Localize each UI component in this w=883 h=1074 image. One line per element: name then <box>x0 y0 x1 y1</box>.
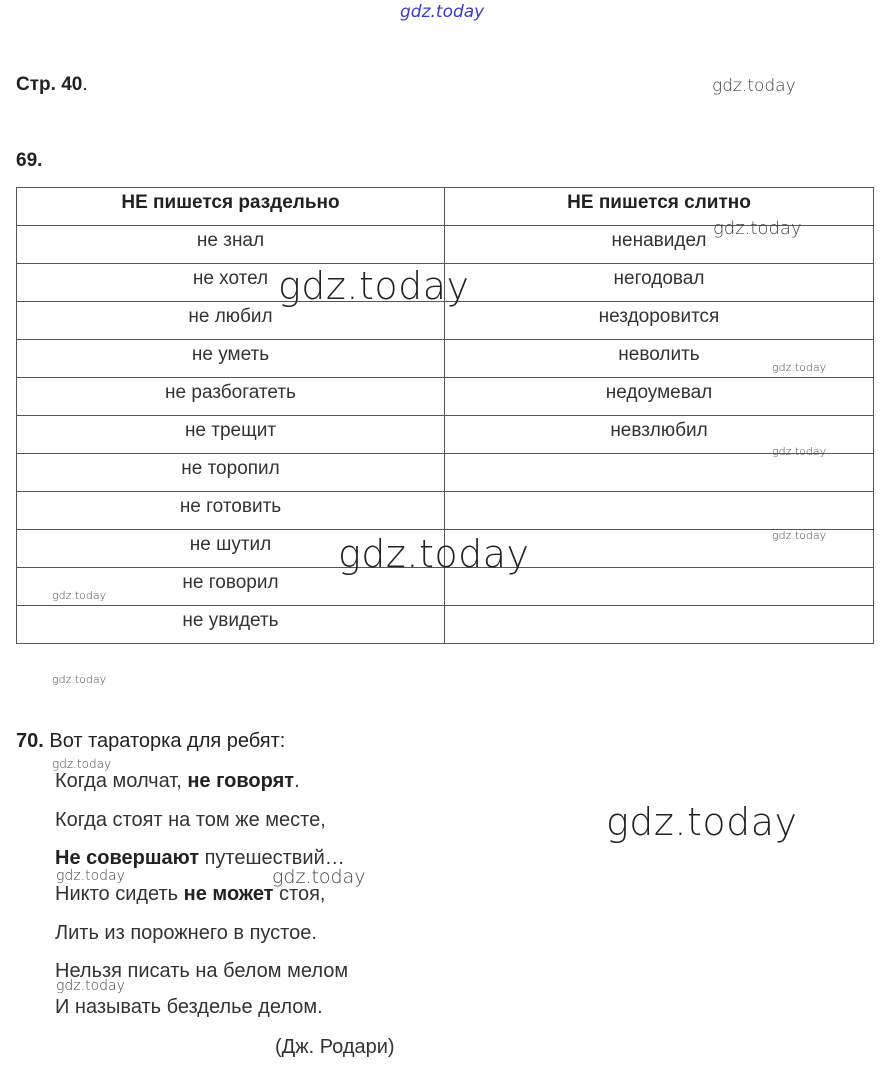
cell-separate: не говорил <box>17 568 445 606</box>
watermark: gdz.today <box>52 673 107 686</box>
watermark: gdz.today <box>52 757 112 771</box>
page-number-label: Стр. 40 <box>16 74 83 95</box>
watermark-top: gdz.today <box>400 2 485 22</box>
header-joined: НЕ пишется слитно <box>445 188 874 226</box>
cell-joined: нездоровится <box>445 302 874 340</box>
poem-text: Нельзя писать на белом мелом <box>55 960 349 982</box>
watermark: gdz.today <box>713 218 802 239</box>
table-row <box>17 454 874 492</box>
poem-line <box>55 920 348 959</box>
cell-joined: невзлюбил <box>445 416 874 454</box>
cell-separate: не торопил <box>17 454 445 492</box>
cell-separate: не любил <box>17 302 445 340</box>
poem-author: (Дж. Родари) <box>275 1036 395 1058</box>
watermark: gdz.today <box>772 445 827 458</box>
poem-text: И называть безделье делом. <box>55 996 323 1018</box>
table-row <box>17 492 874 530</box>
poem-line <box>55 807 348 846</box>
watermark: gdz.today <box>56 868 125 884</box>
cell-joined <box>445 606 874 644</box>
header-separate: НЕ пишется раздельно <box>17 188 445 226</box>
watermark: gdz.today <box>52 589 107 602</box>
watermark: gdz.today <box>712 76 796 96</box>
poem-line <box>55 994 348 1033</box>
exercise-70-intro: Вот тараторка для ребят: <box>49 730 286 752</box>
poem-emphasis: не может <box>183 883 274 905</box>
watermark: gdz.today <box>338 532 530 576</box>
poem-text: стоя, <box>273 883 326 905</box>
cell-joined <box>445 454 874 492</box>
exercise-70-number: 70. <box>16 730 44 752</box>
poem-line <box>55 768 348 807</box>
cell-separate: не трещит <box>17 416 445 454</box>
watermark: gdz.today <box>56 978 125 994</box>
page-heading-dot: . <box>82 74 88 95</box>
poem-text: Когда молчат, <box>55 770 188 792</box>
poem-text: Лить из порожнего в пустое. <box>55 921 317 944</box>
cell-joined: недоумевал <box>445 378 874 416</box>
cell-separate: не увидеть <box>17 606 445 644</box>
cell-joined <box>445 492 874 530</box>
table-row <box>17 416 874 454</box>
poem-text: Никто сидеть <box>55 883 184 905</box>
exercise-70-heading <box>16 730 285 753</box>
cell-joined: негодовал <box>445 264 874 302</box>
table-row <box>17 340 874 378</box>
cell-joined: неволить <box>445 340 874 378</box>
cell-separate: не хотел <box>17 264 445 302</box>
poem-text: Когда стоят на том же месте, <box>55 808 326 831</box>
cell-joined: ненавидел <box>445 226 874 264</box>
cell-separate: не уметь <box>17 340 445 378</box>
poem-emphasis: Не совершают <box>55 847 200 869</box>
watermark: gdz.today <box>278 264 470 308</box>
cell-separate: не шутил <box>17 530 445 568</box>
watermark: gdz.today <box>272 866 366 888</box>
page-title <box>16 74 88 96</box>
cell-separate: не знал <box>17 226 445 264</box>
watermark: gdz.today <box>772 529 827 542</box>
poem-emphasis: не говорят <box>187 770 295 792</box>
watermark: gdz.today <box>606 800 798 844</box>
watermark: gdz.today <box>772 361 827 374</box>
table-row <box>17 378 874 416</box>
cell-separate: не разбогатеть <box>17 378 445 416</box>
poem-text: . <box>294 770 300 792</box>
exercise-69-number: 69. <box>16 150 43 171</box>
cell-separate: не готовить <box>17 492 445 530</box>
table-row <box>17 606 874 644</box>
poem-text: путешествий… <box>199 847 345 869</box>
